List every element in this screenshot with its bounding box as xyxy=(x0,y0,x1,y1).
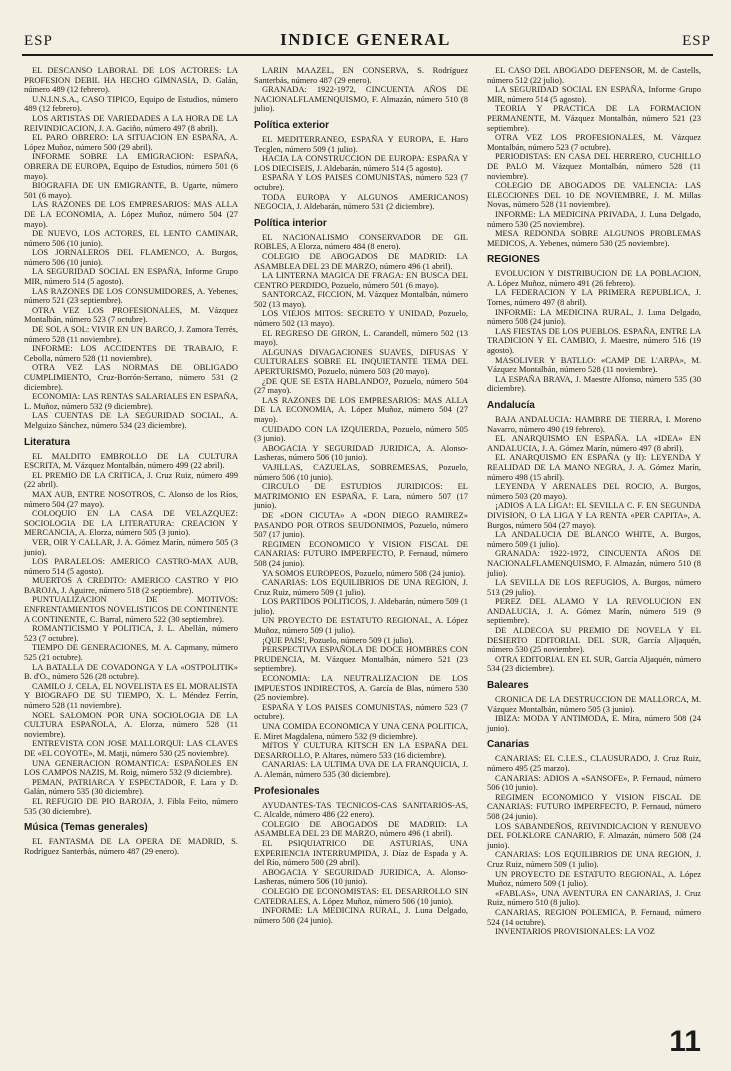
index-entry: ESPAÑA Y LOS PAISES COMUNISTAS, número 523 (7 octubre). xyxy=(254,172,468,192)
page-title: INDICE GENERAL xyxy=(280,30,451,49)
index-entry: COLEGIO DE ABOGADOS DE VALENCIA: LAS ELECCIONES DEL 10 DE NOVIEMBRE, J. M. Millas Novas, número 528 (11 noviembre). xyxy=(487,180,701,210)
index-entry: COLEGIO DE ABOGADOS DE MADRID: LA ASAMBLEA DEL 23 DE MARZO, número 496 (1 abril). xyxy=(254,818,468,839)
index-entry: PERSPECTIVA ESPAÑOLA DE DOCE HOMBRES CON PRUDENCIA, M. Vázquez Montalbán, número 521 (23 septiembre). xyxy=(254,644,468,674)
index-entry: PEREZ DEL ALAMO Y LA REVOLUCION EN ANDALUCIA, J. A. Gómez Marín, número 519 (9 septiembre). xyxy=(487,596,701,626)
index-entry: UNA GENERACION ROMANTICA: ESPAÑOLES EN LOS CAMPOS NAZIS, M. Roig, número 532 (9 diciembre). xyxy=(24,757,238,778)
index-entry: UN PROYECTO DE ESTATUTO REGIONAL, A. López Muñoz, número 509 (1 julio). xyxy=(487,868,701,889)
index-entry: INFORME SOBRE LA EMIGRACION: ESPAÑA, OBRERA DE EUROPA, Equipo de Estudios, número 501 (6 mayo). xyxy=(24,151,238,181)
section-heading: REGIONES xyxy=(487,254,540,266)
index-entry: HACIA LA CONSTRUCCION DE EUROPA: ESPAÑA Y LOS DIECISEIS, J. Aldebarán, número 514 (5 agosto). xyxy=(254,153,468,173)
index-entry: AYUDANTES-TAS TECNICOS-CAS SANITARIOS-AS, C. Alcalde, número 486 (22 enero). xyxy=(254,799,468,820)
index-entry: ECONOMIA: LA NEUTRALIZACION DE LOS IMPUESTOS INDIRECTOS, A. García de Blas, número 530 (25 noviembre). xyxy=(254,673,468,703)
index-entry: EVOLUCION Y DISTRIBUCION DE LA POBLACION, A. López Muñoz, número 491 (26 febrero). xyxy=(487,268,701,288)
index-entry: EL PARO OBRERO: LA SITUACION EN ESPAÑA, A. López Muñoz, número 500 (29 abril). xyxy=(24,132,238,152)
section-heading: Canarias xyxy=(487,739,530,751)
index-entry: INVENTARIOS PROVISIONALES: LA VOZ xyxy=(495,926,655,937)
index-entry: MAX AUB, ENTRE NOSOTROS, C. Alonso de los Ríos, número 504 (27 mayo). xyxy=(24,488,238,509)
index-entry: LAS RAZONES DE LOS CONSUMIDORES, A. Yebenes, número 521 (23 septiembre). xyxy=(24,285,238,306)
index-entry: ROMANTICISMO Y POLITICA, J. L. Abellán, número 523 (7 octubre). xyxy=(24,623,238,643)
index-entry: OTRA EDITORIAL EN EL SUR, García Aljaquén, número 534 (23 diciembre). xyxy=(487,653,701,674)
column-1 xyxy=(24,66,238,856)
index-entry: EL MEDITERRANEO, ESPAÑA Y EUROPA, E. Haro Tecglen, número 509 (1 julio). xyxy=(254,133,468,154)
index-entry: CAMILO J. CELA, EL NOVELISTA ES EL MORALISTA Y BIOGRAFO DE SU TIEMPO, X. L. Méndez Ferrín, número 528 (11 noviembre). xyxy=(24,680,238,710)
index-entry: CANARIAS, REGION POLEMICA, P. Fernaud, número 524 (14 octubre). xyxy=(487,906,701,927)
section-heading: Política interior xyxy=(254,217,327,229)
index-entry: TIEMPO DE GENERACIONES, M. A. Capmany, número 525 (21 octubre). xyxy=(24,642,238,663)
index-entry: MITOS Y CULTURA KITSCH EN LA ESPAÑA DEL DESARROLLO, P. Altares, número 533 (16 diciembre). xyxy=(254,740,468,760)
index-entry: PUNTUALIZACION DE MOTIVOS: ENFRENTAMIENTOS NOVELISTICOS DE CONTINENTE A CONTINENTE, C. Barral, número 522 (30 septiembre). xyxy=(24,594,238,624)
index-entry: DE «DON CICUTA» A «DON DIEGO RAMIREZ» PASANDO POR OTROS SEUDONIMOS, Pozuelo, número 507 (17 junio). xyxy=(254,509,468,540)
index-entry: ENTREVISTA CON JOSE MALLORQUI: LAS CLAVES DE «EL COYOTE», M. Matji, número 530 (25 noviembre). xyxy=(24,738,238,758)
index-entry: ¡QUE PAIS!, Pozuelo, número 509 (1 julio). xyxy=(262,634,414,645)
index-entry: EL FANTASMA DE LA OPERA DE MADRID, S. Rodríguez Santerbás, número 487 (29 enero). xyxy=(24,836,238,856)
index-entry: EL PREMIO DE LA CRITICA, J. Cruz Ruiz, número 499 (22 abril). xyxy=(24,469,238,490)
index-entry: OTRA VEZ LAS NORMAS DE OBLIGADO CUMPLIMIENTO, Cruz-Borrón-Serrano, número 531 (2 diciembre). xyxy=(24,362,238,392)
index-entry: LA ESPAÑA BRAVA, J. Maestre Alfonso, número 535 (30 diciembre). xyxy=(487,373,701,394)
section-heading: Política exterior xyxy=(254,119,330,131)
index-entry: LOS JORNALEROS DEL FLAMENCO, A. Burgos, número 506 (10 junio). xyxy=(24,247,238,267)
index-entry: VAJILLAS, CAZUELAS, SOBREMESAS, Pozuelo, número 506 (10 junio). xyxy=(254,461,468,482)
index-entry: LA SEGURIDAD SOCIAL EN ESPAÑA, Informe Grupo MIR, número 514 (5 agosto). xyxy=(487,84,701,104)
header-rule xyxy=(22,54,713,56)
index-entry: EL DESCANSO LABORAL DE LOS ACTORES: LA PROFESION DEBIL HA HECHO GIMNASIA, D. Galán, número 489 (12 febrero). xyxy=(24,65,238,95)
index-entry: DE NUEVO, LOS ACTORES, EL LENTO CAMINAR, número 506 (10 junio). xyxy=(24,228,238,248)
index-entry: PERIODISTAS: EN CASA DEL HERRERO, CUCHILLO DE PALO M. Vázquez Montalbán, número 528 (11 noviembre). xyxy=(487,151,701,181)
section-heading: Andalucía xyxy=(487,400,535,411)
section-heading: Baleares xyxy=(487,680,529,692)
index-entry: EL REGRESO DE GIRON, L. Carandell, número 502 (13 mayo). xyxy=(254,327,468,348)
index-entry: CUIDADO CON LA IZQUIERDA, Pozuelo, número 505 (3 junio). xyxy=(254,423,468,444)
index-entry: «FABLAS», UNA AVENTURA EN CANARIAS, J. Cruz Ruiz, número 510 (8 julio). xyxy=(487,887,701,908)
index-entry: U.N.I.N.S.A., CASO TIPICO, Equipo de Estudios, número 489 (12 febrero). xyxy=(24,93,238,114)
index-entry: ¡ADIOS A LA LIGA!: EL SEVILLA C. F. EN SEGUNDA DIVISION, O LA LIGA Y LA RENTA «PER CAPITA», A. Burgos, número 504 (27 mayo). xyxy=(487,500,701,530)
index-entry: GRANADA: 1922-1972, CINCUENTA AÑOS DE NACIONALFLAMENQUISMO, F. Almazán, número 510 (8 julio). xyxy=(254,84,468,114)
index-entry: LOS SABANDEÑOS, REIVINDICACION Y RENUEVO DEL FOLKLORE CANARIO, F. Almazán, número 508 (24 junio). xyxy=(487,820,701,850)
index-entry: LOS PARALELOS: AMERICO CASTRO-MAX AUB, número 514 (5 agosto). xyxy=(24,556,238,576)
index-entry: LA BATALLA DE COVADONGA Y LA «OSTPOLITIK» B. d'O., número 526 (28 octubre). xyxy=(24,661,238,682)
header-left-label: ESP xyxy=(24,33,53,49)
index-entry: BIOGRAFIA DE UN EMIGRANTE, B. Ugarte, número 501 (6 mayo). xyxy=(24,180,238,200)
index-entry: EL MALDITO EMBROLLO DE LA CULTURA ESCRITA, M. Vázquez Montalbán, número 499 (22 abril). xyxy=(24,450,238,471)
index-entry: BAJA ANDALUCIA: HAMBRE DE TIERRA, I. Moreno Navarro, número 490 (19 febrero). xyxy=(487,414,701,434)
header-right-label: ESP xyxy=(682,33,711,49)
index-entry: YA SOMOS EUROPEOS, Pozuelo, número 508 (24 junio). xyxy=(262,567,466,578)
index-entry: LA LINTERNA MAGICA DE FRAGA: EN BUSCA DEL CENTRO PERDIDO, Pozuelo, número 501 (6 mayo). xyxy=(254,270,468,290)
index-entry: VER, OIR Y CALLAR, J. A. Gómez Marín, número 505 (3 junio). xyxy=(24,536,238,557)
index-entry: LA FEDERACION Y LA PRIMERA REPUBLICA, J. Tornes, número 497 (8 abril). xyxy=(487,287,701,308)
index-entry: LARIN MAAZEL, EN CONSERVA, S. Rodríguez Santerbás, número 487 (29 enero). xyxy=(254,65,468,85)
index-entry: DE SOL A SOL: VIVIR EN UN BARCO, J. Zamora Terrés, número 528 (11 noviembre). xyxy=(24,324,238,344)
index-entry: CANARIAS: LOS EQUILIBRIOS DE UNA REGION, J. Cruz Ruiz, número 509 (1 julio). xyxy=(487,849,701,869)
index-entry: LAS RAZONES DE LOS EMPRESARIOS: MAS ALLA DE LA ECONOMIA, A. López Muñoz, número 504 (27 mayo). xyxy=(254,394,468,424)
index-entry: OTRA VEZ LOS PROFESIONALES, M. Vázquez Montalbán, número 523 (7 octubre). xyxy=(487,132,701,152)
index-entry: PEMAN, PATRIARCA Y ESPECTADOR, F. Lara y D. Galán, número 535 (30 diciembre). xyxy=(24,776,238,797)
index-entry: LA SEGURIDAD SOCIAL EN ESPAÑA, Informe Grupo MIR, número 514 (5 agosto). xyxy=(24,266,238,287)
index-entry: LA ANDALUCIA DE BLANCO WHITE, A. Burgos, número 509 (1 julio). xyxy=(487,529,701,549)
index-entry: COLOQUIO EN LA CASA DE VELAZQUEZ: SOCIOLOGIA DE LA LITERATURA: CREACION Y MERCANCIA, A. Elorza, número 505 (3 junio). xyxy=(24,508,238,538)
index-entry: TODA EUROPA Y ALGUNOS AMERICANOS) NEGOCIA, J. Aldebarán, número 531 (2 diciembre). xyxy=(254,191,468,212)
section-heading: Literatura xyxy=(24,436,71,448)
index-entry: LOS ARTISTAS DE VARIEDADES A LA HORA DE LA REIVINDICACION, J. A. Gaciño, número 497 (8 abril). xyxy=(24,112,238,133)
section-heading: Música (Temas generales) xyxy=(24,822,148,834)
index-entry: CRONICA DE LA DESTRUCCION DE MALLORCA, M. Vázquez Montalbán, número 505 (3 junio). xyxy=(487,694,701,714)
index-entry: ABOGACIA Y SEGURIDAD JURIDICA, A. Alonso-Lasheras, número 506 (10 junio). xyxy=(254,442,468,463)
index-entry: LAS CUENTAS DE LA SEGURIDAD SOCIAL, A. Melguizo Sánchez, número 534 (23 diciembre). xyxy=(24,410,238,430)
index-entry: INFORME: LA MEDICINA PRIVADA, J. Luna Delgado, número 530 (25 noviembre). xyxy=(487,208,701,229)
index-entry: COLEGIO DE ECONOMISTAS: EL DESARROLLO SIN CATEDRALES, A. López Muñoz, número 506 (10 junio). xyxy=(254,885,468,906)
index-entry: IBIZA: MODA Y ANTIMODA, E. Mira, número 508 (24 junio). xyxy=(487,713,701,733)
index-entry: UNA COMIDA ECONOMICA Y UNA CENA POLITICA, E. Miret Magdalena, número 532 (9 diciembre). xyxy=(254,721,468,741)
index-entry: CANARIAS: EL C.I.E.S., CLAUSURADO, J. Cruz Ruiz, número 495 (25 marzo). xyxy=(487,753,701,773)
index-entry: MESA REDONDA SOBRE ALGUNOS PROBLEMAS MEDICOS, A. Yebenes, número 530 (25 noviembre). xyxy=(487,228,701,248)
index-entry: INFORME: LOS ACCIDENTES DE TRABAJO, F. Cebolla, número 528 (11 noviembre). xyxy=(24,343,238,363)
index-entry: COLEGIO DE ABOGADOS DE MADRID: LA ASAMBLEA DEL 23 DE MARZO, número 496 (1 abril). xyxy=(254,250,468,271)
index-entry: CANARIAS: LA ULTIMA UVA DE LA FRANQUICIA, J. A. Alemán, número 535 (30 diciembre). xyxy=(254,759,468,779)
index-entry: CIRCULO DE ESTUDIOS JURIDICOS: EL MATRIMONIO EN ESPAÑA, F. Lara, número 507 (17 junio). xyxy=(254,481,468,511)
index-entry: ALGUNAS DIVAGACIONES SUAVES, DIFUSAS Y CULTURALES SOBRE EL INQUIETANTE TEMA DEL APERTURISMO, Pozuelo, número 503 (20 mayo). xyxy=(254,346,468,377)
index-entry: MASOLIVER Y BATLLO: «CAMP DE L'ARPA», M. Vázquez Montalbán, número 528 (11 noviembre). xyxy=(487,354,701,375)
index-entry: LAS FIESTAS DE LOS PUEBLOS. ESPAÑA, ENTRE LA TRADICION Y EL CAMBIO, J. Maestre, número 516 (19 agosto). xyxy=(487,325,701,356)
index-entry: ECONOMIA: LAS RENTAS SALARIALES EN ESPAÑA, L. Muñoz, número 532 (9 diciembre). xyxy=(24,391,238,411)
index-entry: LOS VIEJOS MITOS: SECRETO Y UNIDAD, Pozuelo, número 502 (13 mayo). xyxy=(254,308,468,329)
index-entry: ¿DE QUE SE ESTA HABLANDO?, Pozuelo, número 504 (27 mayo). xyxy=(254,375,468,396)
index-entry: GRANADA: 1922-1972, CINCUENTA AÑOS DE NACIONALFLAMENQUISMO, F. Almazán, número 510 (8 julio). xyxy=(487,548,701,578)
index-entry: UN PROYECTO DE ESTATUTO REGIONAL, A. López Muñoz, número 509 (1 julio). xyxy=(254,615,468,636)
index-entry: EL REFUGIO DE PIO BAROJA, J. Fibla Feito, número 535 (30 diciembre). xyxy=(24,795,238,816)
index-entry: EL PSIQUIATRICO DE ASTURIAS, UNA EXPERIENCIA INTERRUMPIDA, J. Díaz de Espada y A. del Río, número 500 (29 abril). xyxy=(254,837,468,868)
index-entry: LA SEVILLA DE LOS REFUGIOS, A. Burgos, número 513 (29 julio). xyxy=(487,577,701,597)
index-entry: REGIMEN ECONOMICO Y VISION FISCAL DE CANARIAS: FUTURO IMPERFECTO, P. Fernaud, número 508 (24 junio). xyxy=(487,791,701,821)
index-entry: DE ALDECOA SU PREMIO DE NOVELA Y EL DESIERTO EDITORIAL DEL SUR, García Aljaquén, número 530 (25 noviembre). xyxy=(487,625,701,655)
index-entry: LAS RAZONES DE LOS EMPRESARIOS: MAS ALLA DE LA ECONOMIA, A. López Muñoz, número 504 (27 mayo). xyxy=(24,199,238,229)
index-entry: LEYENDA Y ARENALES DEL ROCIO, A. Burgos, número 503 (20 mayo). xyxy=(487,481,701,501)
index-entry: INFORME: LA MEDICINA RURAL, J. Luna Delgado, número 508 (24 junio). xyxy=(254,905,468,925)
index-entry: NOEL SALOMON POR UNA SOCIOLOGIA DE LA CULTURA ESPAÑOLA, A. Elorza, número 528 (11 noviembre). xyxy=(24,709,238,739)
index-entry: INFORME: LA MEDICINA RURAL, J. Luna Delgado, número 508 (24 junio). xyxy=(487,306,701,327)
index-entry: SANTORCAZ, FICCION, M. Vázquez Montalbán, número 502 (13 mayo). xyxy=(254,289,468,309)
index-entry: OTRA VEZ LOS PROFESIONALES, M. Vázquez Montalbán, número 523 (7 octubre). xyxy=(24,304,238,325)
index-entry: MUERTOS A CREDITO: AMERICO CASTRO Y PIO BAROJA, J. Aguirre, número 518 (2 septiembre). xyxy=(24,575,238,595)
page-number: 11 xyxy=(669,1025,701,1058)
index-entry: EL CASO DEL ABOGADO DEFENSOR, M. de Castells, número 512 (22 julio). xyxy=(487,65,701,85)
index-entry: REGIMEN ECONOMICO Y VISION FISCAL DE CANARIAS: FUTURO IMPERFECTO, P. Fernaud, número 508 (24 junio). xyxy=(254,538,468,568)
index-entry: CANARIAS: ADIOS A «SANSOFE», P. Fernaud, número 506 (10 junio). xyxy=(487,772,701,793)
index-entry: LOS PARTIDOS POLITICOS, J. Aldebarán, número 509 (1 julio). xyxy=(254,596,468,616)
index-entry: ESPAÑA Y LOS PAISES COMUNISTAS, número 523 (7 octubre). xyxy=(254,701,468,722)
column-2 xyxy=(254,66,468,925)
index-entry: EL ANARQUISMO EN ESPAÑA. LA «IDEA» EN ANDALUCIA, J. A. Gómez Marín, número 497 (8 abril). xyxy=(487,433,701,453)
index-entry: EL NACIONALISMO CONSERVADOR DE GIL ROBLES, A Elorza, número 484 (8 enero). xyxy=(254,231,468,252)
index-entry: ABOGACIA Y SEGURIDAD JURIDICA, A. Alonso-Lasheras, número 506 (10 junio). xyxy=(254,866,468,887)
index-entry: CANARIAS: LOS EQUILIBRIOS DE UNA REGION, J. Cruz Ruiz, número 509 (1 julio). xyxy=(254,577,468,597)
index-entry: TEORIA Y PRACTICA DE LA FORMACION PERMANENTE, M. Vázquez Montalbán, número 521 (23 septiembre). xyxy=(487,103,701,133)
index-entry: EL ANARQUISMO EN ESPAÑA (y II): LEYENDA Y REALIDAD DE LA MANO NEGRA, J. A. Gómez Marín, número 498 (15 abril). xyxy=(487,452,701,482)
section-heading: Profesionales xyxy=(254,785,320,797)
column-3 xyxy=(487,66,701,937)
